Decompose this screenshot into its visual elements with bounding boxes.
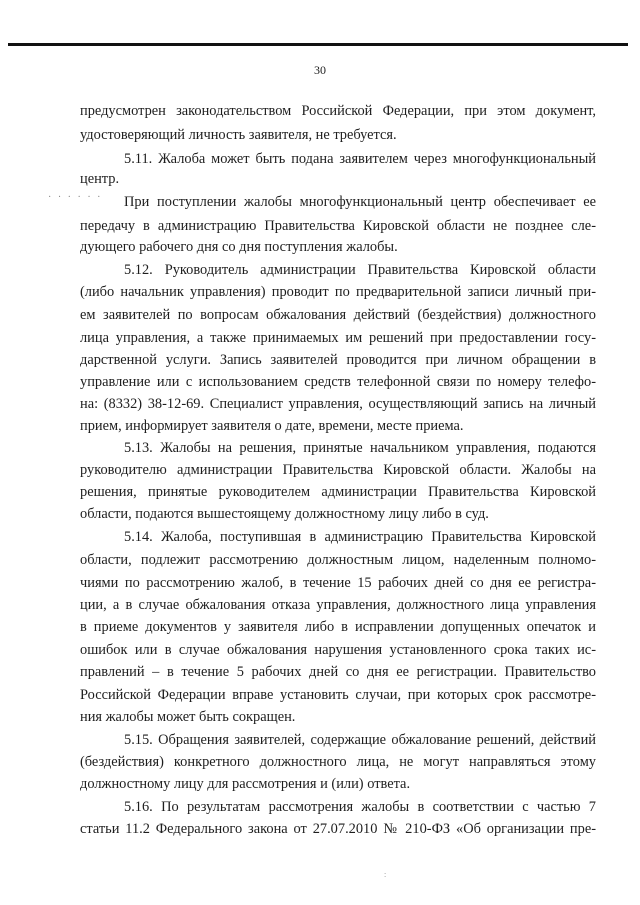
text-line: передачу в администрацию Правительства Кировской области не позднее сле-: [80, 218, 596, 234]
text-line: области, подлежит рассмотрению должностным лицом, наделенным полномо-: [80, 552, 596, 568]
margin-mark: :: [384, 870, 387, 879]
text-line: области, подаются вышестоящему должностному лицу либо в суд.: [80, 506, 489, 522]
text-line: правлений – в течение 5 рабочих дней со дня ее регистрации. Правительство: [80, 664, 596, 680]
text-line: 5.15. Обращения заявителей, содержащие обжалование решений, действий: [124, 732, 596, 748]
text-line: (бездействия) конкретного должностного лица, не могут направляться этому: [80, 754, 596, 770]
text-line: управление или с использованием средств телефонной связи по номеру телефо-: [80, 374, 596, 390]
text-line: 5.14. Жалоба, поступившая в администрацию Правительства Кировской: [124, 529, 596, 545]
text-line: предусмотрен законодательством Российской Федерации, при этом документ,: [80, 103, 596, 119]
text-line: ем заявителей по вопросам обжалования действий (бездействия) должностного: [80, 307, 596, 323]
text-line: дарственной услуги. Запись заявителей проводится при личном обращении в: [80, 352, 596, 368]
text-line: ошибок или в случае обжалования нарушения установленного срока таких ис-: [80, 642, 596, 658]
text-line: руководителю администрации Правительства Кировской области. Жалобы на: [80, 462, 596, 478]
text-line: должностному лицу для рассмотрения и (или) ответа.: [80, 776, 411, 792]
text-line: лица управления, а также принимаемых им решений при предоставлении госу-: [80, 330, 596, 346]
top-horizontal-rule: [8, 43, 628, 46]
text-line: Российской Федерации вправе установить случаи, при которых срок рассмотре-: [80, 687, 596, 703]
text-line: центр.: [80, 171, 120, 187]
text-line: При поступлении жалобы многофункциональный центр обеспечивает ее: [124, 194, 596, 210]
margin-dots: · · · · · ·: [48, 192, 103, 203]
text-line: на: (8332) 38-12-69. Специалист управления, осуществляющий запись на личный: [80, 396, 596, 412]
text-line: 5.11. Жалоба может быть подана заявителем через многофункциональный: [124, 151, 596, 167]
text-line: решения, принятые руководителем администрации Правительства Кировской: [80, 484, 596, 500]
text-line: (либо начальник управления) проводит по предварительной записи личный при-: [80, 284, 596, 300]
text-line: 5.16. По результатам рассмотрения жалобы в соответствии с частью 7: [124, 799, 596, 815]
text-line: 5.13. Жалобы на решения, принятые начальником управления, подаются: [124, 440, 596, 456]
text-line: ции, а в случае обжалования отказа управления, должностного лица управления: [80, 597, 596, 613]
text-line: ния жалобы может быть сокращен.: [80, 709, 296, 725]
text-line: прием, информирует заявителя о дате, времени, месте приема.: [80, 418, 464, 434]
page-number: 30: [314, 63, 326, 77]
text-line: 5.12. Руководитель администрации Правительства Кировской области: [124, 262, 596, 278]
text-line: в приеме документов у заявителя либо в исправлении допущенных опечаток и: [80, 619, 596, 635]
text-line: дующего рабочего дня со дня поступления жалобы.: [80, 239, 398, 255]
text-line: чиями по рассмотрению жалоб, в течение 15 рабочих дней со дня ее регистра-: [80, 575, 596, 591]
text-line: удостоверяющий личность заявителя, не требуется.: [80, 127, 397, 143]
text-line: статьи 11.2 Федерального закона от 27.07.2010 № 210-ФЗ «Об организации пре-: [80, 821, 596, 837]
